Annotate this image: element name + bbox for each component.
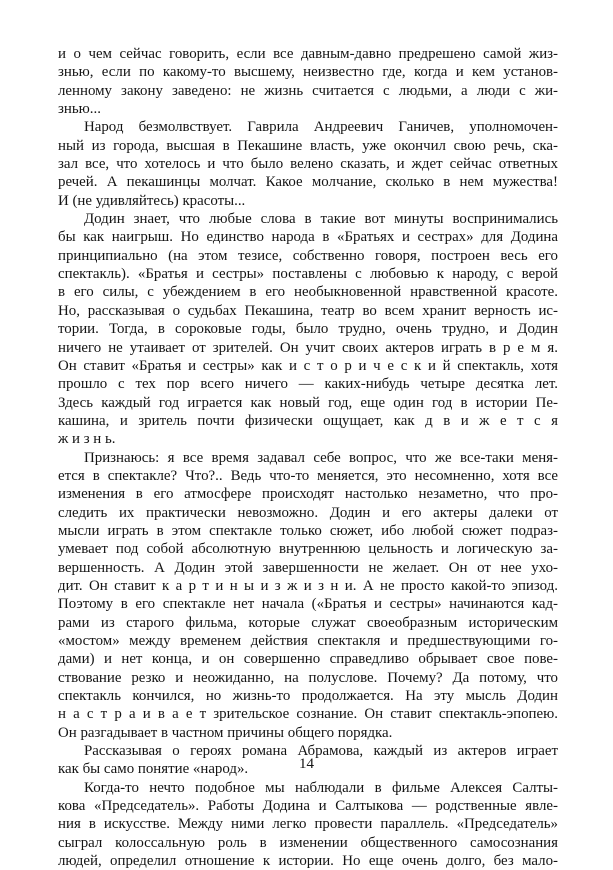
text-line: в его силы, с убеждением в его необыкновенной нравственной красоте.: [58, 284, 558, 301]
text-line: Но, рассказывая о судьбах Пекашина, театр во всем хранит верность ис-: [58, 302, 558, 319]
text-line: Он ставит «Братья и сестры» как и с т о р и ч е с к и й спектакль, хотя: [58, 357, 558, 374]
text-line: Рассказывая о героях романа Абрамова, каждый из актеров играет: [84, 743, 558, 760]
page-number: 14: [299, 756, 314, 772]
text-line: Народ безмолвствует. Гаврила Андреевич Ганичев, уполномочен-: [84, 119, 558, 136]
text-line: кова «Председатель». Работы Додина и Салтыкова — родственные явле-: [58, 798, 558, 815]
text-line: сыграл колоссальную роль в изменении общественного самосознания: [58, 834, 558, 851]
text-line: ется в спектакле? Что?.. Ведь что-то меняется, это несомненно, хотя все: [58, 467, 558, 484]
text-line: бы как наигрыш. Но единство народа в «Братьях и сестрах» для Додина: [58, 229, 558, 246]
text-line: тории. Тогда, в сороковые годы, было трудно, очень трудно, и Додин: [58, 321, 558, 338]
text-line: Здесь каждый год играется как новый год, еще один год в истории Пе-: [58, 394, 558, 411]
body-text: [58, 45, 558, 870]
text-line: дами) и нет конца, и он совершенно справедливо обрывает свое пове-: [58, 651, 558, 668]
text-line: Он разгадывает в частном причины общего порядка.: [58, 724, 393, 741]
text-line: дит. Он ставит к а р т и н ы и з ж и з н и. А не просто какой-то эпизод.: [58, 577, 558, 594]
text-line: Поэтому в его спектакле нет начала («Братья и сестры» начинаются кад-: [58, 596, 558, 613]
text-line: ничего не утаивает от зрителей. Он учит своих актеров играть в р е м я.: [58, 339, 558, 356]
text-line: Признаюсь: я все время задавал себе вопрос, что же все-таки меня-: [84, 449, 558, 466]
text-line: «мостом» между временем действия спектакля и предшествующими го-: [58, 633, 558, 649]
text-line: знью...: [58, 101, 101, 118]
text-line: ленному закону заведено: не жизнь считается с людьми, а люди с жи-: [58, 82, 558, 99]
text-line: знью, если по какому-то высшему, неизвестно где, когда и кем установ-: [58, 64, 558, 81]
text-line: как бы само понятие «народ».: [58, 761, 249, 778]
text-line: и о чем сейчас говорить, если все давным-давно предрешено самой жиз-: [58, 46, 558, 62]
text-line: н а с т р а и в а е т зрительское сознание. Он ставит спектакль-эпопею.: [58, 706, 558, 723]
text-line: ствование резко и неожиданно, на полуслове. Почему? Да потому, что: [58, 669, 558, 686]
text-line: рами из старого фильма, которые служат своеобразным историческим: [58, 614, 558, 631]
text-line: ный из города, высшая в Пекашине власть, уже окончил свою речь, ска-: [58, 137, 558, 154]
text-line: вершенность. А Додин этой завершенности не желает. Он от нее ухо-: [58, 559, 558, 576]
text-line: спектакль). «Братья и сестры» поставлены с любовью к народу, с верой: [58, 266, 558, 283]
text-line: принципиально (на этом тезисе, собственно говоря, построен весь его: [58, 247, 558, 264]
text-line: мысли играть в этом спектакле только сюжет, ибо любой сюжет подраз-: [58, 522, 558, 539]
text-line: спектакль кончился, но жизнь-то продолжается. На эту мысль Додин: [58, 688, 558, 705]
text-line: прошло с тех пор всего ничего — каких-нибудь четыре десятка лет.: [58, 376, 558, 393]
text-line: людей, определил отношение к истории. Но еще очень долго, без мало-: [58, 853, 558, 870]
text-line: изменения в его атмосфере происходят настолько незаметно, что про-: [58, 486, 558, 503]
text-line: Когда-то нечто подобное мы наблюдали в фильме Алексея Салты-: [84, 779, 558, 796]
text-line: И (не удивляйтесь) красоты...: [58, 192, 246, 209]
text-line: ж и з н ь.: [58, 431, 116, 448]
text-line: кашина, и зритель почти физически ощущает, как д в и ж е т с я: [58, 412, 558, 429]
text-line: умевает под собой абсолютную внутреннюю цельность и логическую за-: [58, 541, 558, 558]
text-line: речей. А пекашинцы молчат. Какое молчание, сколько в нем мужества!: [58, 174, 558, 191]
text-line: следить их практически невозможно. Додин и его актеры далеки от: [58, 504, 558, 521]
text-line: Додин знает, что любые слова в такие вот минуты воспринимались: [84, 211, 558, 228]
text-line: зал все, что хотелось и что было велено сказать, и ждет сейчас ответных: [58, 156, 558, 173]
text-line: ния в искусстве. Между ними легко провести параллель. «Председатель»: [58, 816, 558, 833]
